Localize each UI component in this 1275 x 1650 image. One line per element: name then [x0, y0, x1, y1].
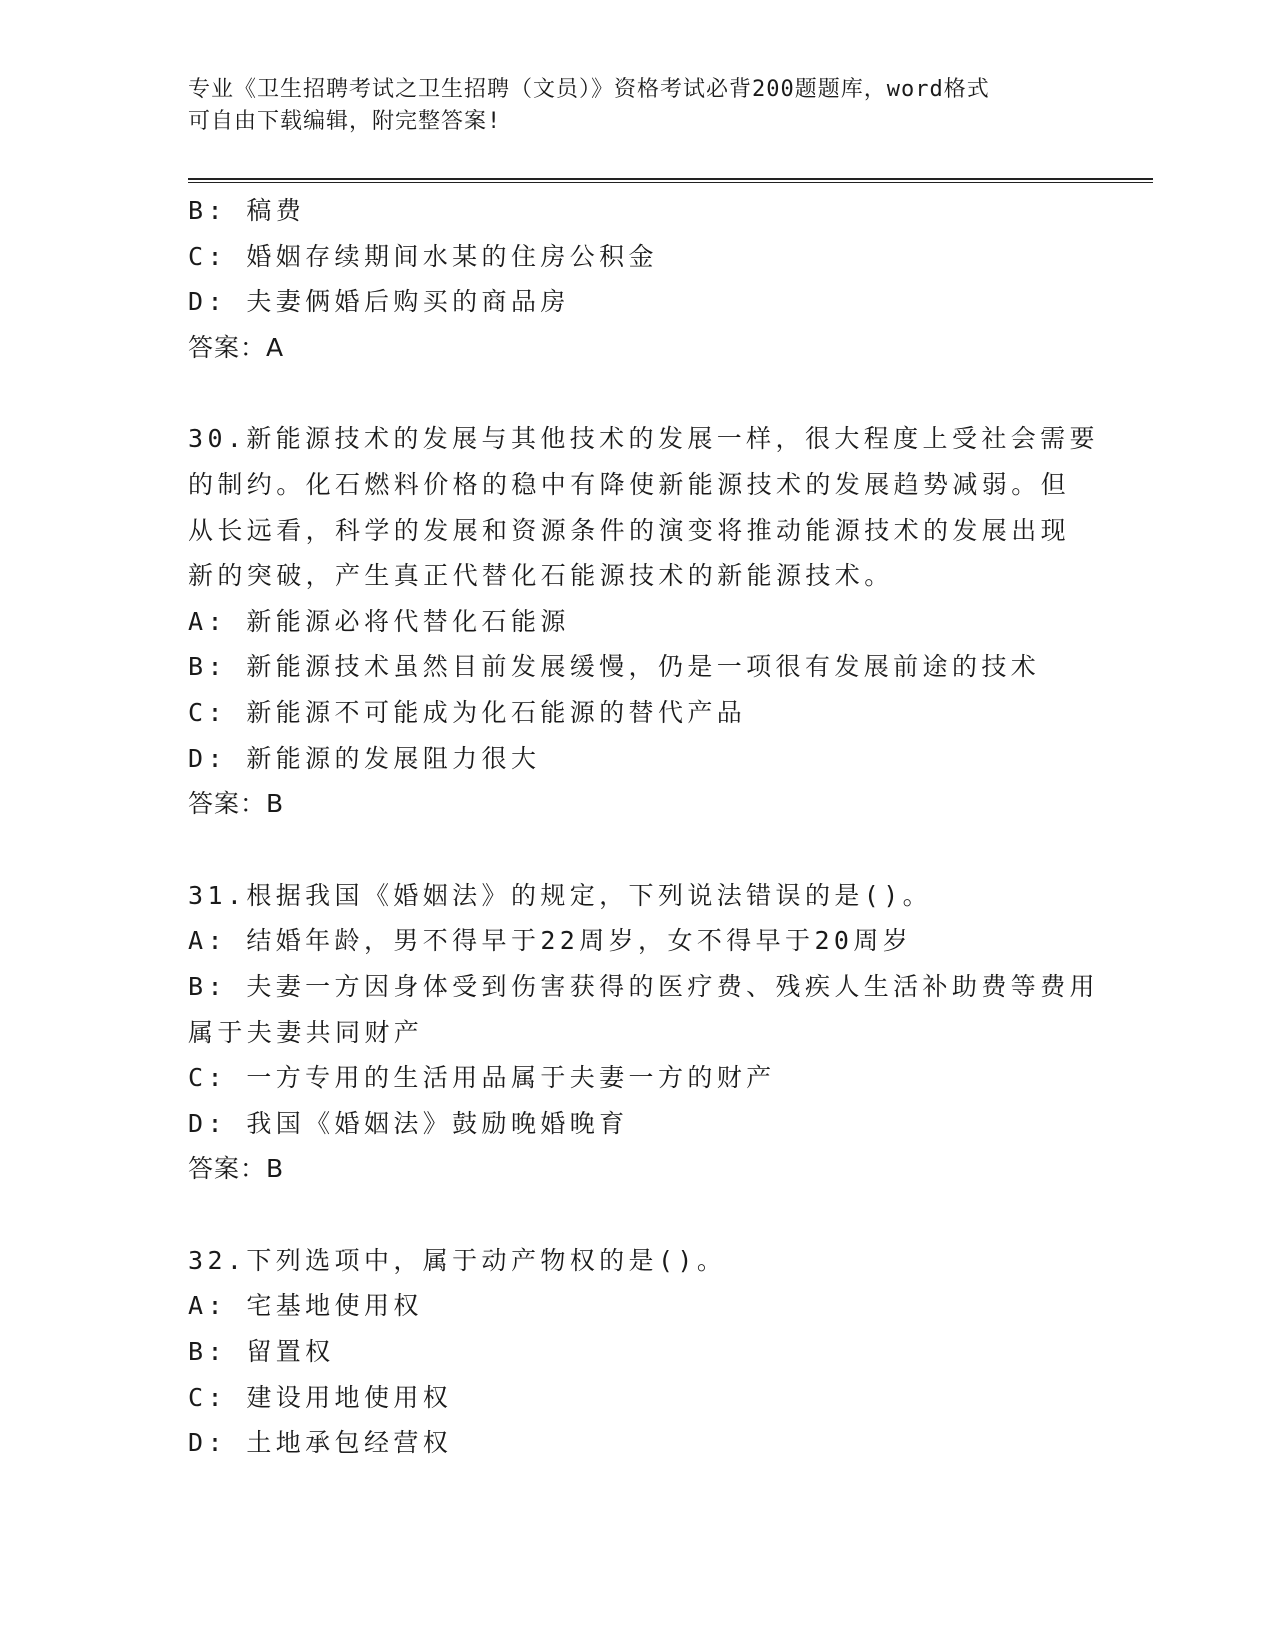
option-b: B: 新能源技术虽然目前发展缓慢，仍是一项很有发展前途的技术 — [188, 652, 1041, 682]
question-stem-line: 从长远看，科学的发展和资源条件的演变将推动能源技术的发展出现 — [188, 515, 1071, 545]
option-b: B: 夫妻一方因身体受到伤害获得的医疗费、残疾人生活补助费等费用 — [188, 971, 1099, 1001]
answer-line: 答案：A — [188, 332, 285, 362]
question-stem-line: 30.新能源技术的发展与其他技术的发展一样，很大程度上受社会需要 — [188, 424, 1099, 454]
option-b-continued: 属于夫妻共同财产 — [188, 1017, 424, 1047]
option-d: D: 土地承包经营权 — [188, 1428, 453, 1458]
answer-line: 答案：B — [188, 789, 285, 819]
option-b: B: 稿费 — [188, 196, 306, 225]
block-spacer — [188, 370, 1088, 416]
option-a: A: 新能源必将代替化石能源 — [188, 606, 570, 636]
question-block-30 — [188, 416, 1099, 826]
block-spacer — [188, 827, 1088, 873]
question-stem-line: 31.根据我国《婚姻法》的规定，下列说法错误的是()。 — [188, 880, 933, 910]
header-divider-thin — [188, 182, 1153, 183]
question-stem-line: 新的突破，产生真正代替化石能源技术的新能源技术。 — [188, 561, 894, 591]
question-block-29 — [188, 188, 1088, 370]
header-line: 可自由下载编辑，附完整答案! — [188, 109, 502, 134]
option-b: B: 留置权 — [188, 1337, 335, 1367]
answer-line: 答案：B — [188, 1154, 285, 1184]
option-d: D: 我国《婚姻法》鼓励晚婚晚育 — [188, 1108, 629, 1138]
question-stem-line: 32.下列选项中，属于动产物权的是()。 — [188, 1245, 727, 1275]
option-c: C: 一方专用的生活用品属于夫妻一方的财产 — [188, 1063, 776, 1093]
question-stem-line: 的制约。化石燃料价格的稳中有降使新能源技术的发展趋势减弱。但 — [188, 469, 1071, 499]
option-c: C: 新能源不可能成为化石能源的替代产品 — [188, 697, 747, 727]
option-c: C: 建设用地使用权 — [188, 1382, 453, 1412]
option-a: A: 宅基地使用权 — [188, 1291, 423, 1321]
question-block-32 — [188, 1238, 1088, 1466]
question-block-31 — [188, 873, 1099, 1192]
option-c: C: 婚姻存续期间水某的住房公积金 — [188, 241, 658, 271]
document-header — [188, 74, 1088, 138]
block-spacer — [188, 1192, 1088, 1238]
question-list — [188, 188, 1099, 1466]
header-divider — [188, 178, 1153, 180]
header-line: 专业《卫生招聘考试之卫生招聘（文员）》资格考试必背200题题库，word格式 — [188, 77, 990, 102]
option-d: D: 新能源的发展阻力很大 — [188, 743, 541, 773]
option-a: A: 结婚年龄，男不得早于22周岁，女不得早于20周岁 — [188, 926, 913, 956]
option-d: D: 夫妻俩婚后购买的商品房 — [188, 287, 570, 317]
